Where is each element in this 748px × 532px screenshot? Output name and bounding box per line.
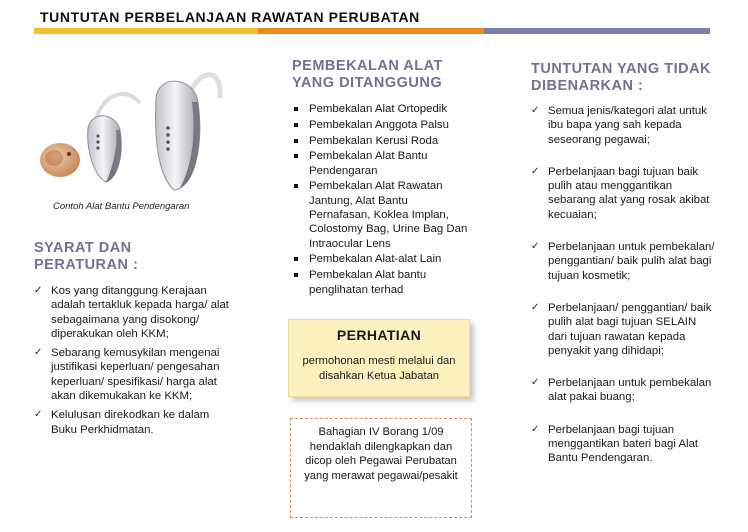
pembekalan-list xyxy=(292,102,470,298)
syarat-heading: SYARAT DAN PERATURAN : xyxy=(34,240,139,273)
list-item: ✓ Sebarang kemusykilan mengenai justifikasi keperluan/ pengesahan keperluan/ spesifikasi/ harga alat akan dikemukakan ke KKM; xyxy=(34,346,234,403)
perhatian-title: PERHATIAN xyxy=(336,327,422,343)
image-caption: Contoh Alat Bantu Pendengaran xyxy=(53,201,190,212)
list-item: ✓ Perbelanjaan bagi tujuan menggantikan bateri bagi Alat Bantu Pendengaran. xyxy=(531,423,715,466)
list-item: ✓ Kelulusan direkodkan ke dalam Buku Perkhidmatan. xyxy=(34,408,234,437)
list-item: Pembekalan Alat-alat Lain xyxy=(292,252,470,266)
list-item: Pembekalan Alat Bantu Pendengaran xyxy=(292,149,470,178)
list-item: ✓ Semua jenis/kategori alat untuk ibu bapa yang sah kepada seseorang pegawai; xyxy=(531,104,715,147)
title-bar-purple xyxy=(484,28,710,34)
pembekalan-heading: PEMBEKALAN ALAT YANG DITANGGUNG xyxy=(292,58,443,91)
list-item: ✓ Perbelanjaan untuk pembekalan alat pakai buang; xyxy=(531,376,715,405)
list-item: ✓ Perbelanjaan untuk pembekalan/ penggantian/ baik pulih alat bagi tujuan kosmetik; xyxy=(531,240,715,283)
list-item: ✓ Perbelanjaan/ penggantian/ baik pulih alat bagi tujuan SELAIN dari tujuan rawatan kepada penyakit yang dihidapi; xyxy=(531,301,715,358)
list-item: Pembekalan Kerusi Roda xyxy=(292,134,470,148)
syarat-list xyxy=(34,284,234,442)
list-item: Pembekalan Alat bantu penglihatan terhad xyxy=(292,268,470,297)
title-bar-yellow xyxy=(34,28,258,34)
perhatian-body: permohonan mesti melalui dan disahkan Ketua Jabatan xyxy=(302,355,456,382)
title-bar-orange xyxy=(258,28,484,34)
list-item: Pembekalan Anggota Palsu xyxy=(292,118,470,132)
list-item: ✓ Kos yang ditanggung Kerajaan adalah tertakluk kepada harga/ alat sebagaimana yang disokong/ diperakukan oleh KKM; xyxy=(34,284,234,341)
perhatian-notice xyxy=(288,319,470,397)
list-item: Pembekalan Alat Rawatan Jantung, Alat Bantu Pernafasan, Koklea Implan, Colostomy Bag, Urine Bag Dan Intraocular Lens xyxy=(292,179,470,250)
hearing-aid-image xyxy=(28,58,238,198)
tidak-heading: TUNTUTAN YANG TIDAK DIBENARKAN : xyxy=(531,61,712,94)
tidak-list xyxy=(531,104,715,484)
list-item: ✓ Perbelanjaan bagi tujuan baik pulih atau menggantikan sebarang alat yang rosak akibat kecuaian; xyxy=(531,165,715,222)
page-title: TUNTUTAN PERBELANJAAN RAWATAN PERUBATAN xyxy=(40,9,420,25)
borang-note: Bahagian IV Borang 1/09 hendaklah dilengkapkan dan dicop oleh Pegawai Perubatan yang merawat pegawai/pesakit xyxy=(290,418,472,518)
list-item: Pembekalan Alat Ortopedik xyxy=(292,102,470,116)
